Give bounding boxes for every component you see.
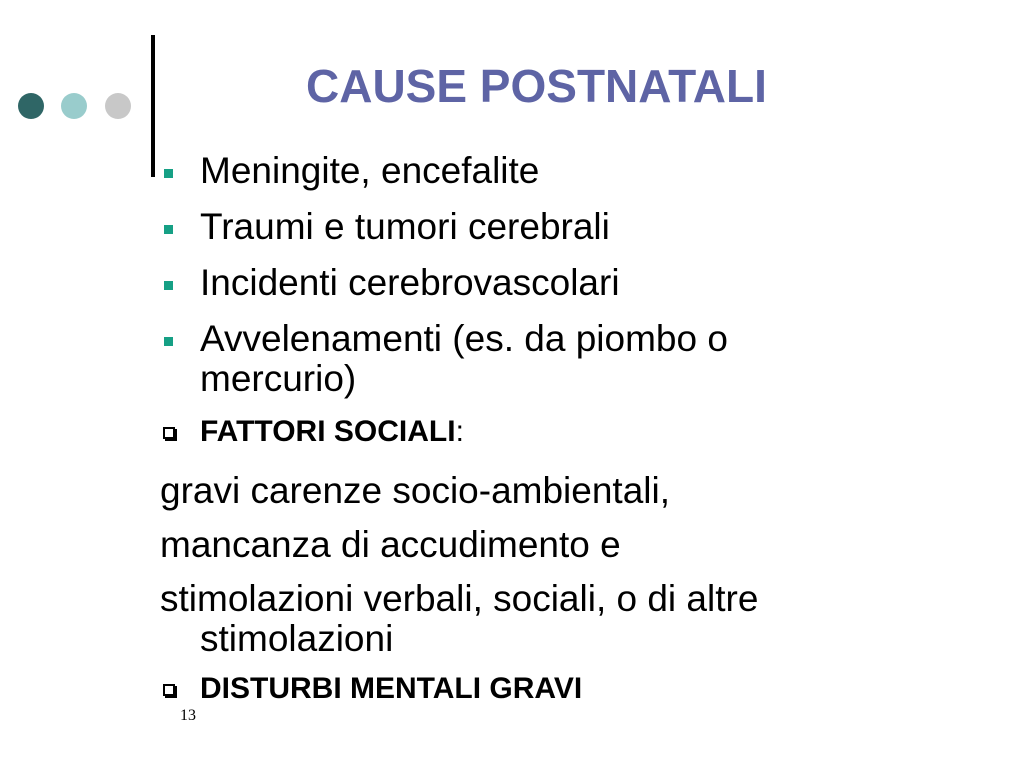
square-bullet-icon: [164, 169, 173, 178]
decorative-dots: [18, 93, 138, 123]
bullet-item: Traumi e tumori cerebrali: [160, 208, 1010, 245]
vertical-divider: [151, 35, 155, 177]
page-number: 13: [180, 707, 196, 724]
slide-content: [160, 152, 1010, 704]
bullet-item: Incidenti cerebrovascolari: [160, 264, 1010, 301]
social-line: mancanza di accudimento e: [160, 524, 621, 565]
square-bullet-icon: [164, 281, 173, 290]
slide-title: CAUSE POSTNATALI: [306, 60, 767, 112]
light-teal-dot-icon: [61, 93, 87, 119]
bullet-item-continuation: mercurio): [200, 358, 357, 399]
square-bullet-icon: [164, 225, 173, 234]
social-line: gravi carenze socio-ambientali,: [160, 470, 671, 511]
bullet-item: Avvelenamenti (es. da piombo o: [160, 320, 1010, 357]
social-factors-heading: FATTORI SOCIALI:: [160, 417, 1010, 447]
hollow-square-bullet-icon: [163, 684, 175, 696]
mental-disorders-heading: DISTURBI MENTALI GRAVI: [160, 674, 1010, 704]
gray-dot-icon: [105, 93, 131, 119]
social-line: stimolazioni verbali, sociali, o di altre: [160, 578, 759, 619]
dark-dot-icon: [18, 93, 44, 119]
social-line-continuation: stimolazioni: [200, 618, 394, 659]
hollow-square-bullet-icon: [163, 427, 175, 439]
square-bullet-icon: [164, 337, 173, 346]
bullet-item: Meningite, encefalite: [160, 152, 1010, 189]
